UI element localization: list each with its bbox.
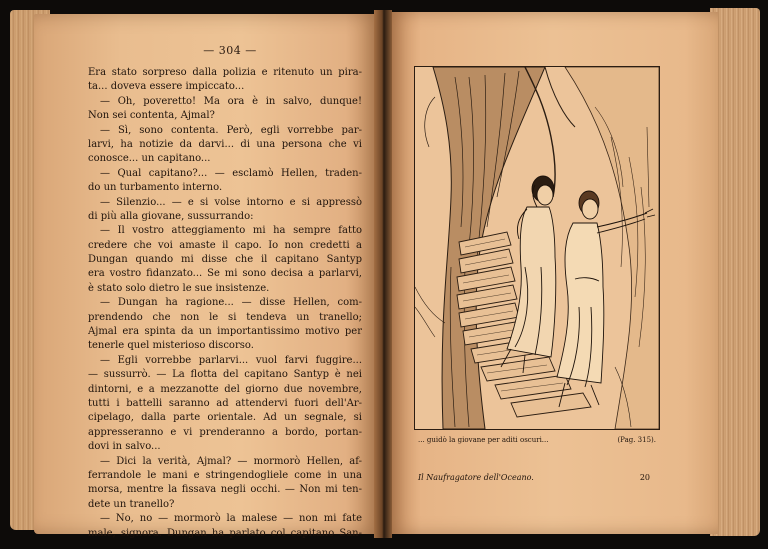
text-line: Era stato sorpreso dalla polizia e ritenuto un pira- — [88, 67, 362, 78]
two-women-on-cliff-stairs-illustration — [414, 66, 660, 430]
text-line: — sussurrò. — La flotta del capitano Santyp è nei — [88, 369, 362, 381]
text-line: do un turbamento interno. — [88, 182, 223, 194]
signature-mark: 20 — [639, 473, 650, 482]
text-line: credere che voi amaste il capo. Io non credetti a — [88, 239, 362, 251]
text-line: conosce... un capitano... — [88, 153, 211, 165]
text-line: cipelago, dalla parte orientale. Ad un segnale, si — [88, 412, 362, 424]
running-title: Il Naufragatore dell'Oceano. — [418, 473, 534, 482]
text-line: tutti i battelli saranno ad attendervi fuori dell'Ar- — [88, 397, 362, 409]
text-line: ferrandole le mani e stringendogliele come in una — [88, 469, 362, 481]
text-line: dovi in salvo... — [88, 441, 161, 453]
text-line: larvi, ha notizie da darvi... di una persona che vi — [88, 138, 362, 150]
text-line: — No, no — mormorò la malese — non mi fate — [100, 513, 362, 525]
text-line: dintorni, e a mezzanotte del giorno due novembre, — [88, 383, 362, 395]
text-line: — Egli vorrebbe parlarvi... vuol farvi fuggire... — [100, 354, 362, 366]
text-line: — Silenzio... — e si volse intorno e si appressò — [100, 196, 362, 208]
text-line: ta... doveva essere impiccato... — [88, 81, 245, 93]
text-line: appresseranno e vi prenderanno a bordo, portan- — [88, 426, 362, 438]
text-line: prendendo che non le si tendeva un tranello; — [88, 311, 362, 323]
text-line: tenerle quel misterioso discorso. — [88, 340, 254, 352]
page-number: — 304 — — [203, 44, 257, 57]
text-line: dete un tranello? — [88, 498, 175, 510]
text-line: Ajmal era spinta da un importantissimo motivo per — [88, 326, 362, 338]
book-gutter — [374, 10, 392, 538]
text-line: era vostro fidanzato... Se mi sono decisa a parlarvi, — [88, 268, 362, 280]
caption-page-reference: (Pag. 315). — [617, 436, 656, 444]
text-line: — Sì, sono contenta. Però, egli vorrebbe par- — [100, 124, 362, 136]
text-line: morsa, mentre la fissava negli occhi. — Non mi ten- — [88, 484, 362, 496]
text-line: di più alla giovane, sussurrando: — [88, 210, 254, 222]
text-line: — Dici la verità, Ajmal? — mormorò Hellen, af- — [100, 455, 362, 467]
body-text — [88, 66, 362, 541]
text-line: — Qual capitano?... — esclamò Hellen, traden- — [100, 167, 362, 179]
text-line: — Oh, poveretto! Ma ora è in salvo, dunque! — [100, 95, 362, 107]
illustration-drawing — [415, 67, 659, 429]
text-line: — Il vostro atteggiamento mi ha sempre fatto — [100, 225, 362, 237]
text-line: male, signora. Dungan ha parlato col capitano San- — [88, 527, 362, 539]
text-line: è stato solo dietro le sue insistenze. — [88, 282, 270, 294]
text-line: — Dungan ha ragione... — disse Hellen, com- — [100, 297, 362, 309]
caption-text: ... guidò la giovane per aditi oscuri... — [418, 436, 549, 444]
text-line: Non sei contenta, Ajmal? — [88, 110, 215, 122]
text-line: Dungan quando mi disse che il capitano Santyp — [88, 254, 362, 266]
